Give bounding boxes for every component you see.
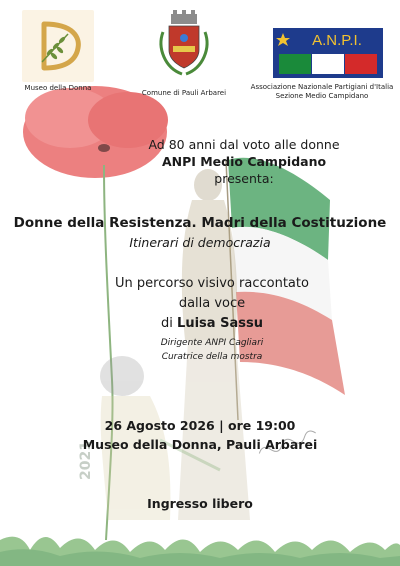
event-location: Museo della Donna, Pauli Arbarei <box>82 437 318 452</box>
speaker-name: Luisa Sassu <box>177 316 263 331</box>
speaker-prefix: di <box>161 316 178 331</box>
comune-caption: Comune di Pauli Arbarei <box>141 89 227 97</box>
event-title: Donne della Resistenza. Madri della Costituzione <box>13 215 387 231</box>
presentation-line-2: dalla voce <box>178 296 246 311</box>
speaker-role-2: Curatrice della mostra <box>161 352 263 362</box>
intro-line-3: presenta: <box>214 171 274 186</box>
museo-logo-icon <box>22 10 94 82</box>
intro-line-1: Ad 80 anni dal voto alle donne <box>148 137 340 152</box>
intro-line-2: ANPI Medio Campidano <box>161 154 327 169</box>
event-subtitle: Itinerari di democrazia <box>129 235 271 250</box>
anpi-logo <box>273 28 383 78</box>
presentation-line-3 <box>12 316 400 331</box>
event-date-time: 26 Agosto 2026 | ore 19:00 <box>104 418 296 433</box>
admission-info: Ingresso libero <box>147 496 253 511</box>
anpi-caption-line2: Sezione Medio Campidano <box>275 92 369 100</box>
presentation-line-1: Un percorso visivo raccontato <box>115 276 309 291</box>
speaker-role-1: Dirigente ANPI Cagliari <box>160 338 264 348</box>
coat-of-arms-icon <box>149 10 219 82</box>
anpi-logo-text: A.N.P.I. <box>312 32 362 49</box>
anpi-logo-icon <box>273 28 383 78</box>
museo-caption: Museo della Donna <box>24 84 92 92</box>
artwork-year: 2021 <box>78 441 94 480</box>
anpi-caption-line1: Associazione Nazionale Partigiani d'Italia <box>250 83 394 91</box>
comune-coat-of-arms <box>149 10 219 82</box>
anpi-caption <box>244 83 400 101</box>
museo-della-donna-logo <box>22 10 94 82</box>
